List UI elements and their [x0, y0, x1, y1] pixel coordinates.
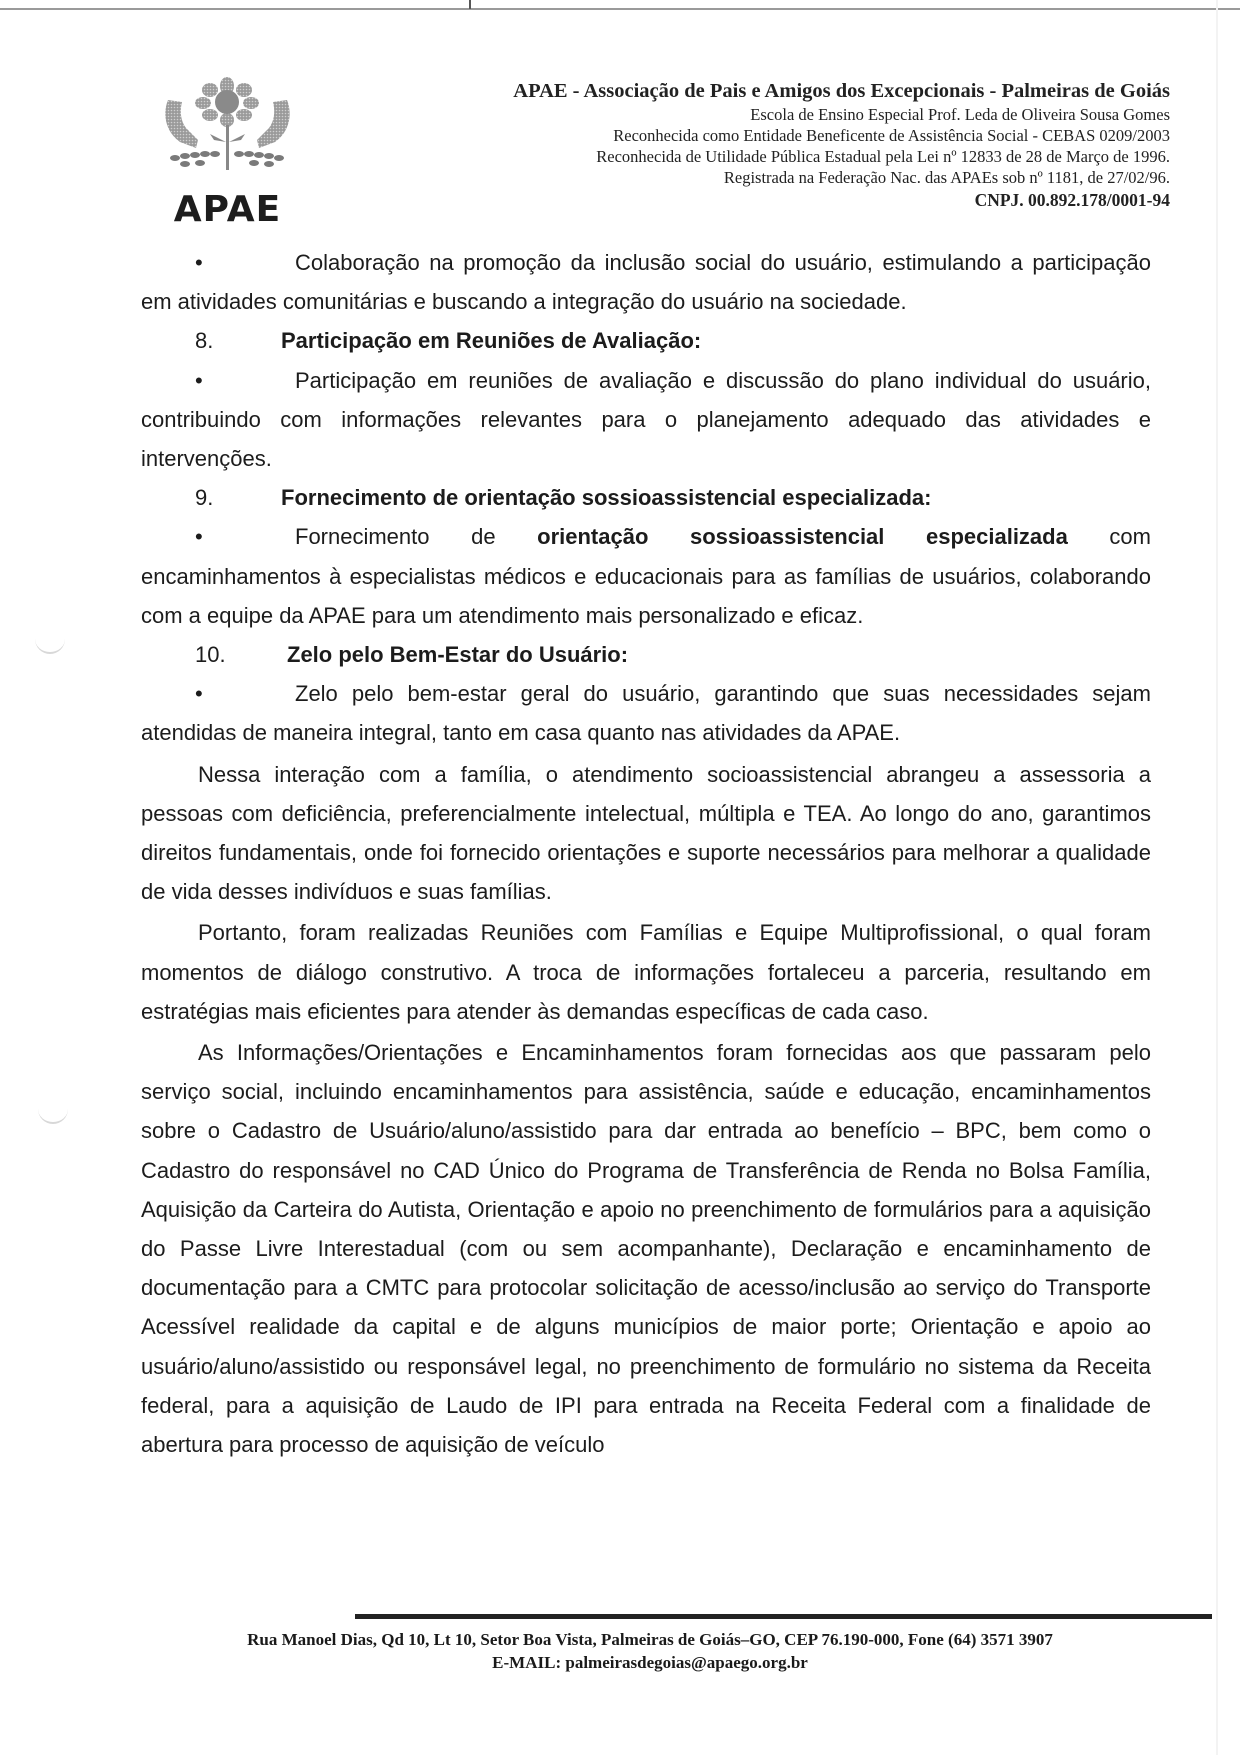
letterhead — [270, 78, 1170, 211]
footer-divider — [355, 1614, 1212, 1619]
paragraph-referrals: As Informações/Orientações e Encaminhamentos foram fornecidas aos que passaram pelo serviço social, incluindo encaminhamentos para assistência, saúde e educação, encaminhamentos sobre o Cadastro de Usuário/aluno/assistido para dar entrada ao benefício – BPC, bem como o Cadastro do responsável no CAD Único do Programa de Transferência de Renda no Bolsa Família, Aquisição da Carteira do Autista, Orientação e apoio no preenchimento de formulários para a aquisição do Passe Livre Interestadual (com ou sem acompanhante), Declaração e encaminhamento de documentação para a CMTC para protocolar solicitação de acesso/inclusão ao serviço do Transporte Acessível realidade da capital e de alguns municípios de maior porte; Orientação e apoio ao usuário/aluno/assistido ou responsável legal, no preenchimento de formulário no sistema da Receita federal, para a aquisição de Laudo de IPI para entrada na Receita Federal com a finalidade de abertura para processo de aquisição de veículo — [141, 1040, 1151, 1458]
paragraph-family-interaction: Nessa interação com a família, o atendimento socioassistencial abrangeu a assessoria a pessoas com deficiência, preferencialmente intelectual, múltipla e TEA. Ao longo do ano, garantimos direitos fundamentais, onde foi fornecido orientações e suporte necessários para melhorar a qualidade de vida desses indivíduos e suas famílias. — [141, 761, 1151, 905]
scan-fold-line — [1216, 0, 1218, 1755]
scan-edge-line — [0, 8, 1240, 10]
logo-wordmark: APAE — [173, 189, 282, 230]
bullet-paragraph: • Fornecimento de orientação sossioassistencial especializada com encaminhamentos à especialistas médicos e educacionais para as famílias de usuários, colaborando com a equipe da APAE para um atendimento mais personalizado e eficaz. — [141, 517, 1151, 635]
scan-edge-tick — [469, 0, 471, 9]
bullet-paragraph: • Colaboração na promoção da inclusão social do usuário, estimulando a participação em atividades comunitárias e buscando a integração do usuário na sociedade. — [141, 243, 1151, 321]
bullet-paragraph: • Participação em reuniões de avaliação e discussão do plano individual do usuário, contribuindo com informações relevantes para o planejamento adequado das atividades e intervenções. — [141, 361, 1151, 479]
footer-address: Rua Manoel Dias, Qd 10, Lt 10, Setor Boa Vista, Palmeiras de Goiás–GO, CEP 76.190-000, Fone (64) 3571 3907 — [247, 1630, 1053, 1649]
bullet-icon: • — [195, 250, 203, 275]
school-name: Escola de Ensino Especial Prof. Leda de Oliveira Sousa Gomes — [750, 105, 1170, 124]
cnpj-number: CNPJ. 00.892.178/0001-94 — [974, 190, 1170, 210]
cebas-registration: Reconhecida como Entidade Beneficente de Assistência Social - CEBAS 0209/2003 — [613, 126, 1170, 145]
public-utility-law: Reconhecida de Utilidade Pública Estadual pela Lei nº 12833 de 28 de Março de 1996. — [596, 147, 1170, 166]
document-body — [141, 243, 1151, 1464]
organization-title: APAE - Associação de Pais e Amigos dos Excepcionais - Palmeiras de Goiás — [513, 80, 1170, 102]
punch-hole-mark — [38, 1100, 68, 1124]
footer — [150, 1628, 1150, 1674]
bullet-paragraph: • Zelo pelo bem-estar geral do usuário, garantindo que suas necessidades sejam atendidas de maneira integral, tanto em casa quanto nas atividades da APAE. — [141, 674, 1151, 752]
punch-hole-mark — [35, 630, 65, 654]
section-heading-9: 9. Fornecimento de orientação sossioassistencial especializada: — [195, 485, 932, 511]
section-heading-8: 8. Participação em Reuniões de Avaliação: — [195, 328, 702, 354]
footer-email: E-MAIL: palmeirasdegoias@apaego.org.br — [492, 1653, 808, 1672]
federation-registration: Registrada na Federação Nac. das APAEs sob nº 1181, de 27/02/96. — [723, 168, 1170, 187]
section-heading-10: 10. Zelo pelo Bem-Estar do Usuário: — [195, 642, 629, 668]
bullet-icon: • — [195, 524, 203, 550]
bullet-icon: • — [195, 681, 203, 707]
paragraph-meetings: Portanto, foram realizadas Reuniões com Famílias e Equipe Multiprofissional, o qual foram momentos de diálogo construtivo. A troca de informações fortaleceu a parceria, resultando em estratégias mais eficientes para atender às demandas específicas de cada caso. — [141, 920, 1151, 1024]
bullet-icon: • — [195, 367, 203, 393]
